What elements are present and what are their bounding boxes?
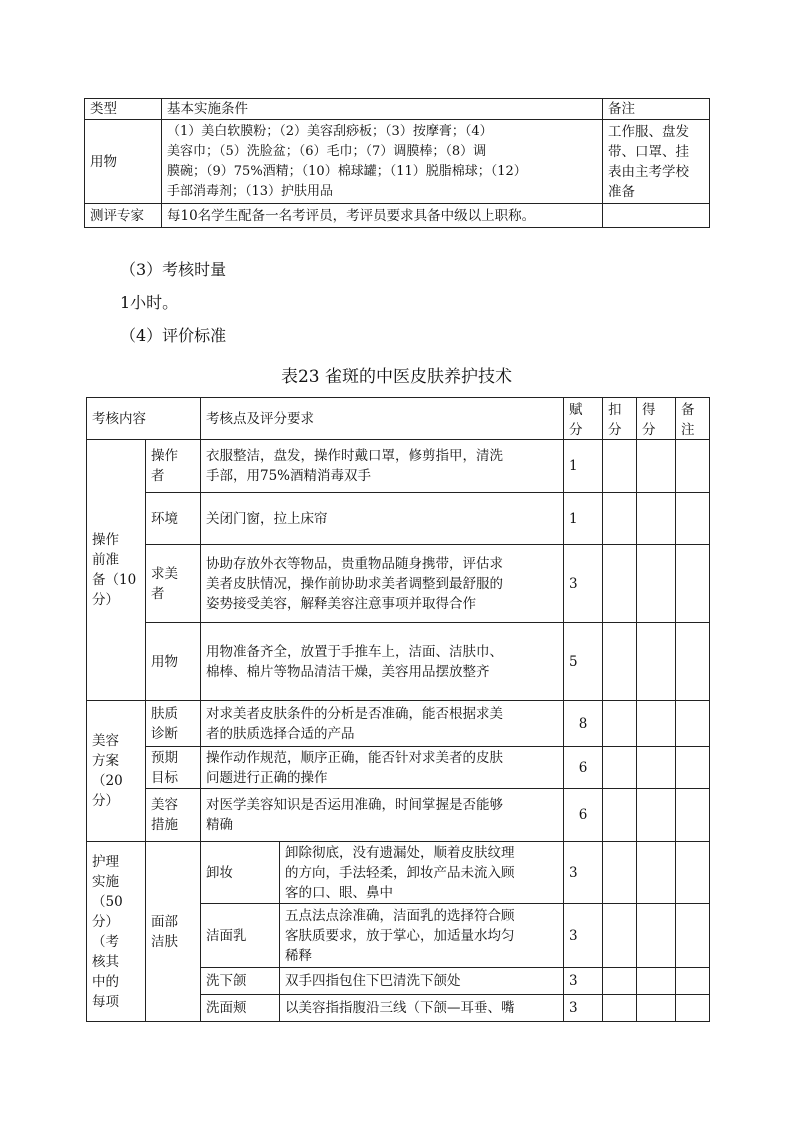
item-requirement: 协助存放外衣等物品，贵重物品随身携带，评估求 美者皮肤情况，操作前协助求美者调整到最舒服的 姿势接受美容，解释美容注意事项并取得合作 <box>200 544 564 623</box>
item-requirement: 双手四指包住下巴清洗下颌处 <box>279 967 564 995</box>
row-note: 工作服、盘发 带、口罩、挂 表由主考学校 准备 <box>602 119 710 204</box>
item-requirement: 对求美者皮肤条件的分析是否准确，能否根据求美 者的肤质选择合适的产品 <box>200 700 564 747</box>
item-score: 6 <box>563 746 603 789</box>
note-cell <box>675 622 710 701</box>
item-score: 1 <box>563 439 603 493</box>
got-cell <box>636 622 676 701</box>
item-score: 3 <box>563 994 603 1022</box>
got-cell <box>636 700 676 747</box>
got-cell <box>636 994 676 1022</box>
got-cell <box>636 967 676 995</box>
deduct-cell <box>602 746 637 789</box>
item-requirement: 衣服整洁，盘发，操作时戴口罩，修剪指甲，清洗 手部，用75%酒精消毒双手 <box>200 439 564 493</box>
header-requirements: 考核点及评分要求 <box>200 397 564 440</box>
note-cell <box>675 967 710 995</box>
item-label: 求美 者 <box>145 544 201 623</box>
item-label: 美容 措施 <box>145 788 201 842</box>
section-heading: （4）评价标准 <box>120 326 227 345</box>
item-label: 肤质 诊断 <box>145 700 201 747</box>
item-label: 洗面颊 <box>200 994 280 1022</box>
header-got: 得 分 <box>636 397 676 440</box>
section-body: 1小时。 <box>120 293 179 312</box>
note-cell <box>675 544 710 623</box>
header-score: 赋 分 <box>563 397 603 440</box>
row-type: 用物 <box>84 119 162 204</box>
deduct-cell <box>602 439 637 493</box>
got-cell <box>636 439 676 493</box>
deduct-cell <box>602 544 637 623</box>
item-label: 操作 者 <box>145 439 201 493</box>
got-cell <box>636 746 676 789</box>
section-heading: （3）考核时量 <box>120 260 227 279</box>
item-label: 卸妆 <box>200 841 280 904</box>
got-cell <box>636 903 676 968</box>
got-cell <box>636 841 676 904</box>
deduct-cell <box>602 841 637 904</box>
header-content: 考核内容 <box>86 397 201 440</box>
deduct-cell <box>602 967 637 995</box>
item-label: 预期 目标 <box>145 746 201 789</box>
group-label: 护理 实施 （50 分） （考 核其 中的 每项 <box>86 841 146 1022</box>
item-score: 3 <box>563 967 603 995</box>
item-score: 3 <box>563 841 603 904</box>
note-cell <box>675 492 710 545</box>
item-requirement: 五点法点涂准确，洁面乳的选择符合顾 客肤质要求，放于掌心，加适量水均匀 稀释 <box>279 903 564 968</box>
item-score: 8 <box>563 700 603 747</box>
note-cell <box>675 439 710 493</box>
got-cell <box>636 788 676 842</box>
group-label: 美容 方案 （20 分） <box>86 700 146 842</box>
header-note: 备 注 <box>675 397 710 440</box>
item-score: 5 <box>563 622 603 701</box>
note-cell <box>675 841 710 904</box>
note-cell <box>675 788 710 842</box>
note-cell <box>675 746 710 789</box>
table-title: 表23 雀斑的中医皮肤养护技术 <box>280 367 513 387</box>
item-label: 洗下颌 <box>200 967 280 995</box>
item-requirement: 卸除彻底，没有遗漏处，顺着皮肤纹理 的方向，手法轻柔，卸妆产品未流入顾 客的口、眼、鼻中 <box>279 841 564 904</box>
note-cell <box>675 700 710 747</box>
item-score: 3 <box>563 903 603 968</box>
note-cell <box>675 994 710 1022</box>
row-note <box>602 203 710 228</box>
header-deduct: 扣 分 <box>602 397 637 440</box>
got-cell <box>636 492 676 545</box>
item-score: 1 <box>563 492 603 545</box>
item-label: 用物 <box>145 622 201 701</box>
row-type: 测评专家 <box>84 203 162 228</box>
row-conditions: 每10名学生配备一名考评员，考评员要求具备中级以上职称。 <box>161 203 603 228</box>
item-requirement: 以美容指指腹沿三线（下颌—耳垂、嘴 <box>279 994 564 1022</box>
subgroup-label: 面部 洁肤 <box>145 841 201 1022</box>
group-label: 操作 前准 备（10 分） <box>86 439 146 701</box>
item-score: 3 <box>563 544 603 623</box>
item-requirement: 对医学美容知识是否运用准确，时间掌握是否能够 精确 <box>200 788 564 842</box>
item-requirement: 操作动作规范，顺序正确，能否针对求美者的皮肤 问题进行正确的操作 <box>200 746 564 789</box>
got-cell <box>636 544 676 623</box>
header-conditions: 基本实施条件 <box>161 98 603 120</box>
row-conditions: （1）美白软膜粉；（2）美容刮痧板；（3）按摩膏；（4） 美容巾；（5）洗脸盆；（6）毛巾；（7）调膜棒；（8）调 膜碗；（9）75%酒精；（10）棉球罐；（11）脱脂棉球；（12） 手部消毒剂；（13）护肤用品 <box>161 119 603 204</box>
item-requirement: 用物准备齐全，放置于手推车上，洁面、洁肤巾、 棉棒、棉片等物品清洁干燥，美容用品摆放整齐 <box>200 622 564 701</box>
item-label: 环境 <box>145 492 201 545</box>
header-note: 备注 <box>602 98 710 120</box>
item-score: 6 <box>563 788 603 842</box>
note-cell <box>675 903 710 968</box>
deduct-cell <box>602 492 637 545</box>
deduct-cell <box>602 788 637 842</box>
deduct-cell <box>602 700 637 747</box>
item-label: 洁面乳 <box>200 903 280 968</box>
deduct-cell <box>602 622 637 701</box>
item-requirement: 关闭门窗，拉上床帘 <box>200 492 564 545</box>
deduct-cell <box>602 994 637 1022</box>
deduct-cell <box>602 903 637 968</box>
header-type: 类型 <box>84 98 162 120</box>
